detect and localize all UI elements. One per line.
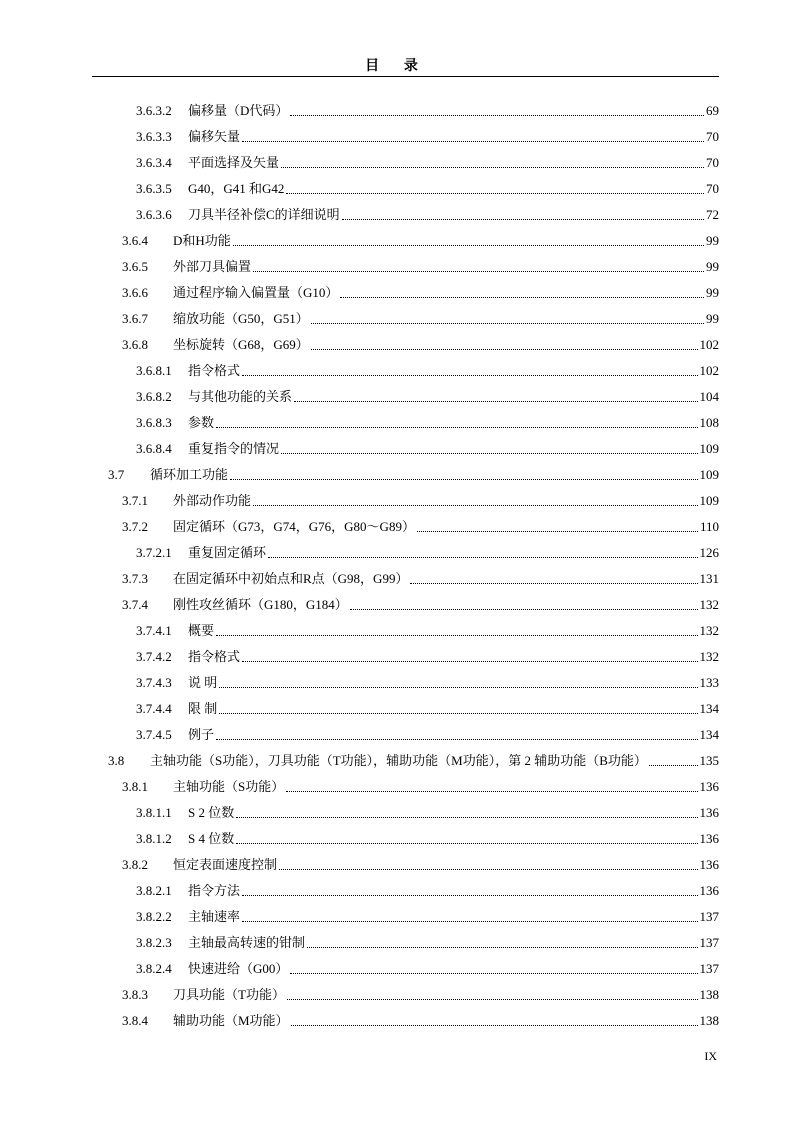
toc-entry-page: 137 <box>699 961 719 976</box>
toc-entry-title: 恒定表面速度控制 <box>173 857 278 872</box>
toc-entry-title: 参数 <box>188 415 215 430</box>
dot-leader <box>219 687 697 688</box>
toc-entry[interactable] <box>136 172 719 198</box>
dot-leader <box>342 219 704 220</box>
toc-entry-page: 136 <box>699 857 719 872</box>
toc-heading: 目 录 <box>365 58 428 74</box>
dot-leader <box>410 583 697 584</box>
toc-entry[interactable] <box>136 640 719 666</box>
toc-entry-title: 概要 <box>188 623 215 638</box>
toc-entry-page: 109 <box>699 467 719 482</box>
toc-entry-page: 108 <box>699 415 719 430</box>
toc-entry-page: 132 <box>699 623 719 638</box>
dot-leader <box>216 427 697 428</box>
toc-entry[interactable] <box>136 692 719 718</box>
dot-leader <box>281 167 704 168</box>
toc-entry-number: 3.7.1 <box>122 493 148 508</box>
toc-entry-page: 134 <box>699 701 719 716</box>
toc-entry-title: 刀具半径补偿C的详细说明 <box>188 207 340 222</box>
toc-entry-page: 70 <box>706 155 719 170</box>
dot-leader <box>279 869 697 870</box>
toc-entry-page: 99 <box>706 311 719 326</box>
toc-entry-page: 102 <box>699 337 719 352</box>
toc-entry[interactable] <box>136 822 719 848</box>
dot-leader <box>294 401 697 402</box>
toc-entry-number: 3.8.2.2 <box>136 909 172 924</box>
page-number: IX <box>704 1049 717 1063</box>
toc-entry-page: 110 <box>699 519 719 534</box>
toc-entry[interactable] <box>136 666 719 692</box>
toc-entry[interactable] <box>122 848 719 874</box>
dot-leader <box>236 843 697 844</box>
toc-entry-number: 3.6.3.4 <box>136 155 172 170</box>
toc-entry-number: 3.8 <box>108 753 125 768</box>
toc-entry-number: 3.6.3.2 <box>136 103 172 118</box>
toc-entry-page: 109 <box>699 493 719 508</box>
toc-entry-page: 135 <box>699 753 719 768</box>
toc-entry-page: 72 <box>706 207 719 222</box>
toc-entry-number: 3.6.8 <box>122 337 148 352</box>
dot-leader <box>253 505 697 506</box>
dot-leader <box>242 921 697 922</box>
toc-entry[interactable] <box>136 900 719 926</box>
dot-leader <box>233 245 704 246</box>
toc-entry-title: 例子 <box>188 727 215 742</box>
toc-entry[interactable] <box>136 718 719 744</box>
dot-leader <box>290 115 704 116</box>
toc-entry-number: 3.8.3 <box>122 987 148 1002</box>
dot-leader <box>350 609 698 610</box>
toc-entry-title: 外部动作功能 <box>173 493 252 508</box>
toc-entry-title: S 2 位数 <box>188 805 235 820</box>
toc-entry-page: 102 <box>699 363 719 378</box>
dot-leader <box>311 323 704 324</box>
dot-leader <box>268 557 697 558</box>
toc-entry-title: 刚性攻丝循环（G180，G184） <box>173 597 348 612</box>
toc-entry[interactable] <box>136 354 719 380</box>
toc-entry-title: 通过程序输入偏置量（G10） <box>173 285 339 300</box>
dot-leader <box>417 531 698 532</box>
toc-entry[interactable] <box>136 614 719 640</box>
toc-entry-page: 136 <box>699 805 719 820</box>
toc-entry-number: 3.7.2.1 <box>136 545 172 560</box>
toc-entry-number: 3.7.4 <box>122 597 148 612</box>
toc-entry-page: 136 <box>699 779 719 794</box>
toc-entry[interactable] <box>136 926 719 952</box>
toc-entry-title: S 4 位数 <box>188 831 235 846</box>
dot-leader <box>253 271 704 272</box>
toc-entry[interactable] <box>136 198 719 224</box>
toc-entry-page: 137 <box>699 909 719 924</box>
toc-entry-page: 136 <box>699 883 719 898</box>
toc-entry[interactable] <box>122 484 719 510</box>
toc-entry-title: 固定循环（G73，G74，G76，G80～G89） <box>173 519 415 534</box>
toc-entry-number: 3.7 <box>108 467 125 482</box>
toc-entry-number: 3.6.3.3 <box>136 129 172 144</box>
toc-entry-title: 偏移量（D代码） <box>188 103 289 118</box>
toc-entry-title: 重复固定循环 <box>188 545 267 560</box>
toc-entry[interactable] <box>122 276 719 302</box>
toc-entry-page: 70 <box>706 129 719 144</box>
toc-entry[interactable] <box>108 458 719 484</box>
toc-entry-number: 3.6.8.2 <box>136 389 172 404</box>
toc-entry-page: 99 <box>706 233 719 248</box>
toc-entry[interactable] <box>122 328 719 354</box>
dot-leader <box>286 791 697 792</box>
toc-entry[interactable] <box>122 302 719 328</box>
toc-entry-number: 3.6.8.3 <box>136 415 172 430</box>
dot-leader <box>281 453 697 454</box>
toc-entry-number: 3.7.4.5 <box>136 727 172 742</box>
toc-entry-number: 3.8.2.1 <box>136 883 172 898</box>
toc-entry-title: 平面选择及矢量 <box>188 155 280 170</box>
toc-entry-number: 3.8.4 <box>122 1013 148 1028</box>
toc-entry-title: 说 明 <box>188 675 218 690</box>
toc-entry-title: 主轴最高转速的钳制 <box>188 935 306 950</box>
header-divider <box>92 76 719 77</box>
toc-entry-title: 偏移矢量 <box>188 129 241 144</box>
toc-entry-title: 主轴功能（S功能） <box>173 779 285 794</box>
toc-entry-number: 3.8.2.3 <box>136 935 172 950</box>
toc-entry-page: 70 <box>706 181 719 196</box>
toc-entry-title: 辅助功能（M功能） <box>173 1013 289 1028</box>
toc-entry[interactable] <box>122 1004 719 1030</box>
toc-entry-title: 坐标旋转（G68，G69） <box>173 337 309 352</box>
dot-leader <box>340 297 704 298</box>
toc-entry-title: 主轴速率 <box>188 909 241 924</box>
toc-entry-page: 69 <box>706 103 719 118</box>
toc-entry-number: 3.6.8.1 <box>136 363 172 378</box>
toc-entry[interactable] <box>136 796 719 822</box>
toc-entry-page: 104 <box>699 389 719 404</box>
toc-entry[interactable] <box>122 562 719 588</box>
toc-entry-title: 在固定循环中初始点和R点（G98，G99） <box>173 571 409 586</box>
dot-leader <box>242 661 697 662</box>
toc-entry-page: 137 <box>699 935 719 950</box>
toc-entry-number: 3.7.4.3 <box>136 675 172 690</box>
toc-entry-page: 126 <box>699 545 719 560</box>
toc-entry-page: 131 <box>699 571 719 586</box>
dot-leader <box>216 739 697 740</box>
toc-entry-title: 重复指令的情况 <box>188 441 280 456</box>
toc-entry-page: 132 <box>699 649 719 664</box>
toc-entry-title: 缩放功能（G50，G51） <box>173 311 309 326</box>
toc-entry-page: 99 <box>706 259 719 274</box>
dot-leader <box>286 193 704 194</box>
toc-entry-title: 外部刀具偏置 <box>173 259 252 274</box>
toc-entry-number: 3.6.4 <box>122 233 148 248</box>
dot-leader <box>311 349 698 350</box>
dot-leader <box>291 1025 698 1026</box>
toc-entry-title: D和H功能 <box>173 233 231 248</box>
toc-entry-title: 快速进给（G00） <box>188 961 289 976</box>
toc-entry-number: 3.6.6 <box>122 285 148 300</box>
dot-leader <box>242 375 697 376</box>
toc-entry-number: 3.8.2.4 <box>136 961 172 976</box>
dot-leader <box>219 713 697 714</box>
toc-entry-page: 136 <box>699 831 719 846</box>
toc-entry[interactable] <box>136 406 719 432</box>
toc-entry-number: 3.7.3 <box>122 571 148 586</box>
toc-entry[interactable] <box>108 744 719 770</box>
toc-entry-number: 3.6.3.6 <box>136 207 172 222</box>
dot-leader <box>649 765 698 766</box>
toc-entry-page: 133 <box>699 675 719 690</box>
dot-leader <box>287 999 698 1000</box>
toc-entry[interactable] <box>136 146 719 172</box>
toc-entry[interactable] <box>136 952 719 978</box>
toc-entry[interactable] <box>136 536 719 562</box>
toc-entry-number: 3.6.7 <box>122 311 148 326</box>
toc-entry-title: 刀具功能（T功能） <box>173 987 285 1002</box>
toc-entry-page: 134 <box>699 727 719 742</box>
dot-leader <box>230 479 697 480</box>
toc-entry-title: 限 制 <box>188 701 218 716</box>
toc-entry-page: 132 <box>699 597 719 612</box>
toc-entry[interactable] <box>122 224 719 250</box>
toc-entry-title: 指令格式 <box>188 649 241 664</box>
toc-entry-number: 3.7.4.4 <box>136 701 172 716</box>
toc-entry[interactable] <box>122 588 719 614</box>
toc-entry[interactable] <box>136 874 719 900</box>
toc-entry[interactable] <box>136 380 719 406</box>
toc-entry-number: 3.6.5 <box>122 259 148 274</box>
toc-entry-number: 3.7.4.2 <box>136 649 172 664</box>
toc-entry-page: 138 <box>699 987 719 1002</box>
toc-entry-number: 3.7.4.1 <box>136 623 172 638</box>
toc-entry-title: 指令方法 <box>188 883 241 898</box>
toc-entry-title: 循环加工功能 <box>150 467 229 482</box>
toc-entry-number: 3.8.1.1 <box>136 805 172 820</box>
dot-leader <box>307 947 697 948</box>
toc-entry-number: 3.8.1.2 <box>136 831 172 846</box>
toc-entry-page: 99 <box>706 285 719 300</box>
toc-entry[interactable] <box>122 510 719 536</box>
dot-leader <box>242 141 704 142</box>
dot-leader <box>242 895 697 896</box>
dot-leader <box>236 817 697 818</box>
toc-entry-number: 3.7.2 <box>122 519 148 534</box>
toc-entry[interactable] <box>122 978 719 1004</box>
toc-entry[interactable] <box>136 432 719 458</box>
dot-leader <box>290 973 697 974</box>
dot-leader <box>216 635 697 636</box>
toc-entry-number: 3.6.3.5 <box>136 181 172 196</box>
toc-entry-number: 3.6.8.4 <box>136 441 172 456</box>
toc-entry-page: 109 <box>699 441 719 456</box>
toc-entry-title: 与其他功能的关系 <box>188 389 293 404</box>
toc-entry-title: 主轴功能（S功能），刀具功能（T功能），辅助功能（M功能），第 2 辅助功能（B功能） <box>150 753 647 768</box>
toc-entry-number: 3.8.1 <box>122 779 148 794</box>
toc-entry[interactable] <box>136 120 719 146</box>
toc-entry-title: G40，G41 和G42 <box>188 181 285 196</box>
toc-entry[interactable] <box>122 250 719 276</box>
toc-entry[interactable] <box>136 94 719 120</box>
toc-entry-number: 3.8.2 <box>122 857 148 872</box>
toc-entry[interactable] <box>122 770 719 796</box>
toc-entry-title: 指令格式 <box>188 363 241 378</box>
toc-entry-page: 138 <box>699 1013 719 1028</box>
